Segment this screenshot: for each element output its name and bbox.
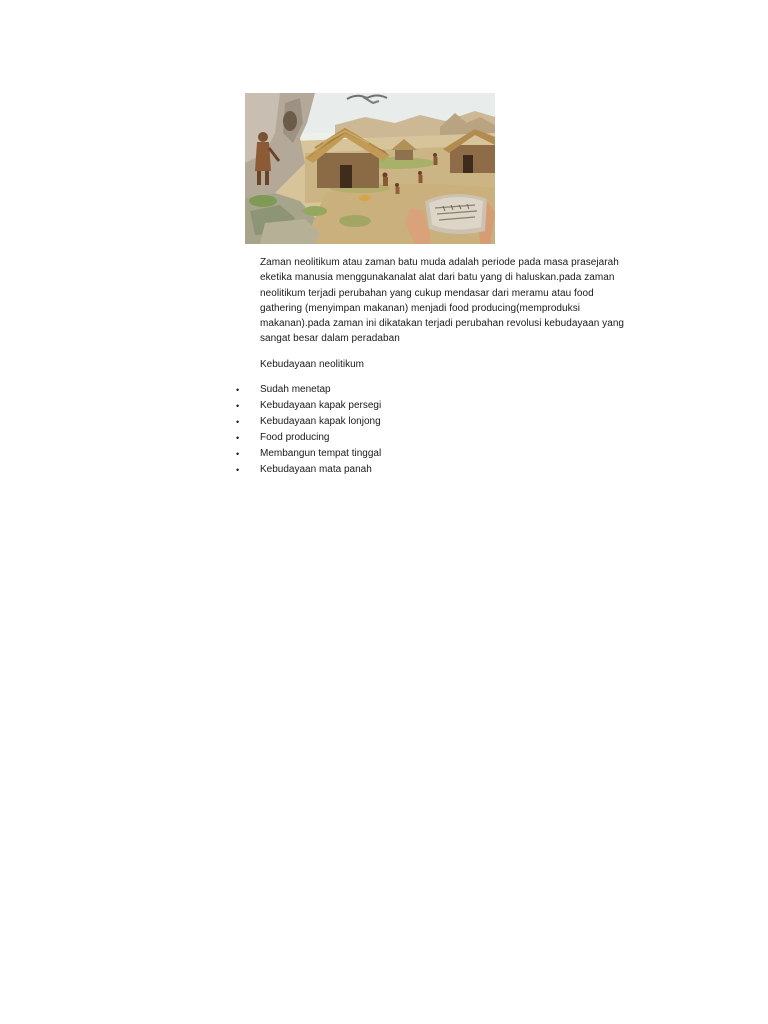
neolithic-village-illustration [245, 93, 495, 244]
list-item-text: Kebudayaan kapak persegi [260, 400, 382, 411]
paragraph-line: sangat besar dalam peradaban [260, 333, 400, 345]
paragraph-line: eketika manusia menggunakanalat alat dari batu yang di haluskan.pada zaman [260, 272, 615, 284]
paragraph-line: Zaman neolitikum atau zaman batu muda adalah periode pada masa prasejarah [260, 257, 619, 268]
list-item-text: Kebudayaan kapak lonjong [260, 416, 381, 427]
paragraph-line: gathering (menyimpan makanan) menjadi food producing(memproduksi [260, 302, 581, 314]
list-heading: Kebudayaan neolitikum [260, 359, 364, 370]
paragraph-line: makanan).pada zaman ini dikatakan terjadi perubahan revolusi kebudayaan yang [260, 318, 625, 330]
list-item-text: Kebudayaan mata panah [260, 464, 372, 475]
bullet-icon: • [236, 433, 240, 443]
paragraph-line: neolitikum terjadi perubahan yang cukup mendasar dari meramu atau food [260, 287, 594, 299]
list-item-text: Membangun tempat tinggal [260, 448, 382, 459]
bullet-icon: • [236, 401, 240, 411]
bullet-icon: • [236, 385, 240, 395]
intro-paragraph [260, 255, 640, 347]
bullet-icon: • [236, 449, 240, 459]
bullet-icon: • [236, 417, 240, 427]
bullet-icon: • [236, 465, 240, 475]
list-item-text: Sudah menetap [260, 384, 331, 395]
list-item-text: Food producing [260, 432, 330, 443]
